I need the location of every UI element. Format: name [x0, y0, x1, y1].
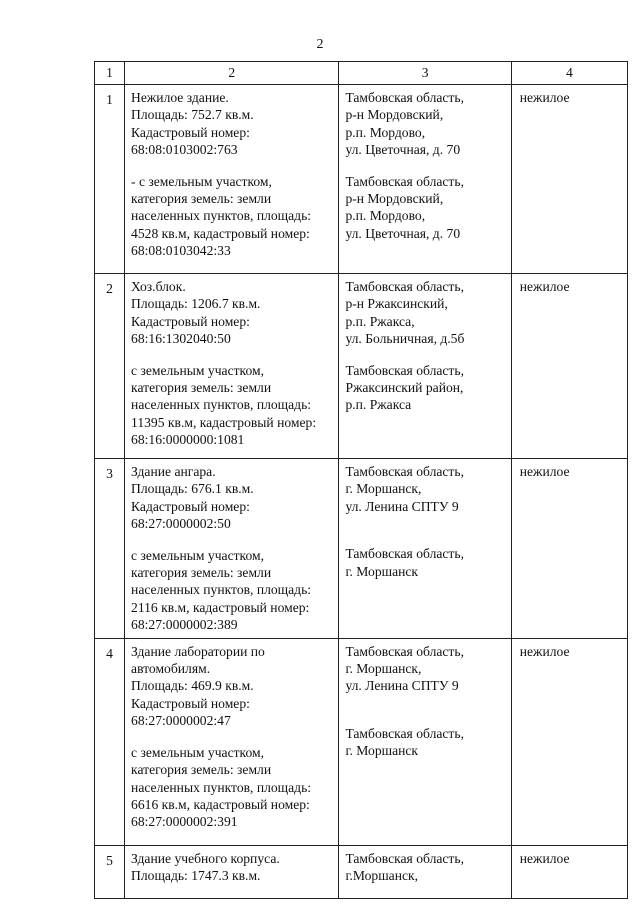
land-plot-address: Тамбовская область, г. Моршанск [345, 725, 464, 759]
page-number: 2 [316, 37, 324, 52]
object-type: нежилое [511, 638, 627, 845]
row-number: 2 [95, 274, 125, 459]
table-row [95, 274, 628, 459]
object-address [339, 845, 511, 898]
row-number: 5 [95, 845, 125, 898]
object-address [339, 85, 511, 274]
building-description: Нежилое здание. Площадь: 752.7 кв.м. Кадастровый номер: 68:08:0103002:763 [131, 90, 254, 158]
header-col-3: 3 [339, 62, 511, 85]
row-number: 4 [95, 638, 125, 845]
object-description [125, 459, 339, 639]
building-description: Здание лаборатории по автомобилям. Площадь: 469.9 кв.м. Кадастровый номер: 68:27:0000002:47 [131, 643, 265, 729]
land-plot-description: с земельным участком, категория земель: земли населенных пунктов, площадь: 6616 кв.м, кадастровый номер: 68:27:0000002:391 [131, 744, 312, 830]
object-description [125, 638, 339, 845]
building-address: Тамбовская область, г. Моршанск, ул. Ленина СПТУ 9 [345, 643, 464, 694]
land-plot-description: - с земельным участком, категория земель: земли населенных пунктов, площадь: 4528 кв.м, кадастровый номер: 68:08:0103042:33 [131, 173, 312, 259]
land-plot-address: Тамбовская область, р-н Мордовский, р.п. Мордово, ул. Цветочная, д. 70 [345, 173, 464, 241]
building-description: Здание учебного корпуса. Площадь: 1747.3 кв.м. [131, 850, 280, 884]
land-plot-address: Тамбовская область, Ржаксинский район, р.п. Ржакса [345, 362, 464, 413]
table-row [95, 85, 628, 274]
table-row [95, 459, 628, 639]
table-header-row [95, 62, 628, 85]
object-address [339, 274, 511, 459]
object-type: нежилое [511, 459, 627, 639]
row-number: 1 [95, 85, 125, 274]
header-col-2: 2 [125, 62, 339, 85]
building-description: Здание ангара. Площадь: 676.1 кв.м. Кадастровый номер: 68:27:0000002:50 [131, 464, 254, 532]
object-type: нежилое [511, 274, 627, 459]
object-description [125, 85, 339, 274]
object-type: нежилое [511, 845, 627, 898]
object-description [125, 845, 339, 898]
row-number: 3 [95, 459, 125, 639]
header-col-1: 1 [95, 62, 125, 85]
building-description: Хоз.блок. Площадь: 1206.7 кв.м. Кадастровый номер: 68:16:1302040:50 [131, 279, 261, 347]
building-address: Тамбовская область, г.Моршанск, [345, 850, 464, 884]
header-col-4: 4 [511, 62, 627, 85]
building-address: Тамбовская область, р-н Мордовский, р.п. Мордово, ул. Цветочная, д. 70 [345, 90, 464, 158]
building-address: Тамбовская область, г. Моршанск, ул. Ленина СПТУ 9 [345, 464, 464, 514]
land-plot-description: с земельным участком, категория земель: земли населенных пунктов, площадь: 11395 кв.м, кадастровый номер: 68:16:0000000:1081 [131, 362, 317, 448]
table-row [95, 845, 628, 898]
object-address [339, 459, 511, 639]
building-address: Тамбовская область, р-н Ржаксинский, р.п. Ржакса, ул. Больничная, д.5б [345, 279, 465, 347]
object-type: нежилое [511, 85, 627, 274]
land-plot-description: с земельным участком, категория земель: земли населенных пунктов, площадь: 2116 кв.м, кадастровый номер: 68:27:0000002:389 [131, 547, 312, 633]
object-address [339, 638, 511, 845]
property-table [94, 61, 628, 899]
object-description [125, 274, 339, 459]
land-plot-address: Тамбовская область, г. Моршанск [345, 546, 464, 579]
table-row [95, 638, 628, 845]
